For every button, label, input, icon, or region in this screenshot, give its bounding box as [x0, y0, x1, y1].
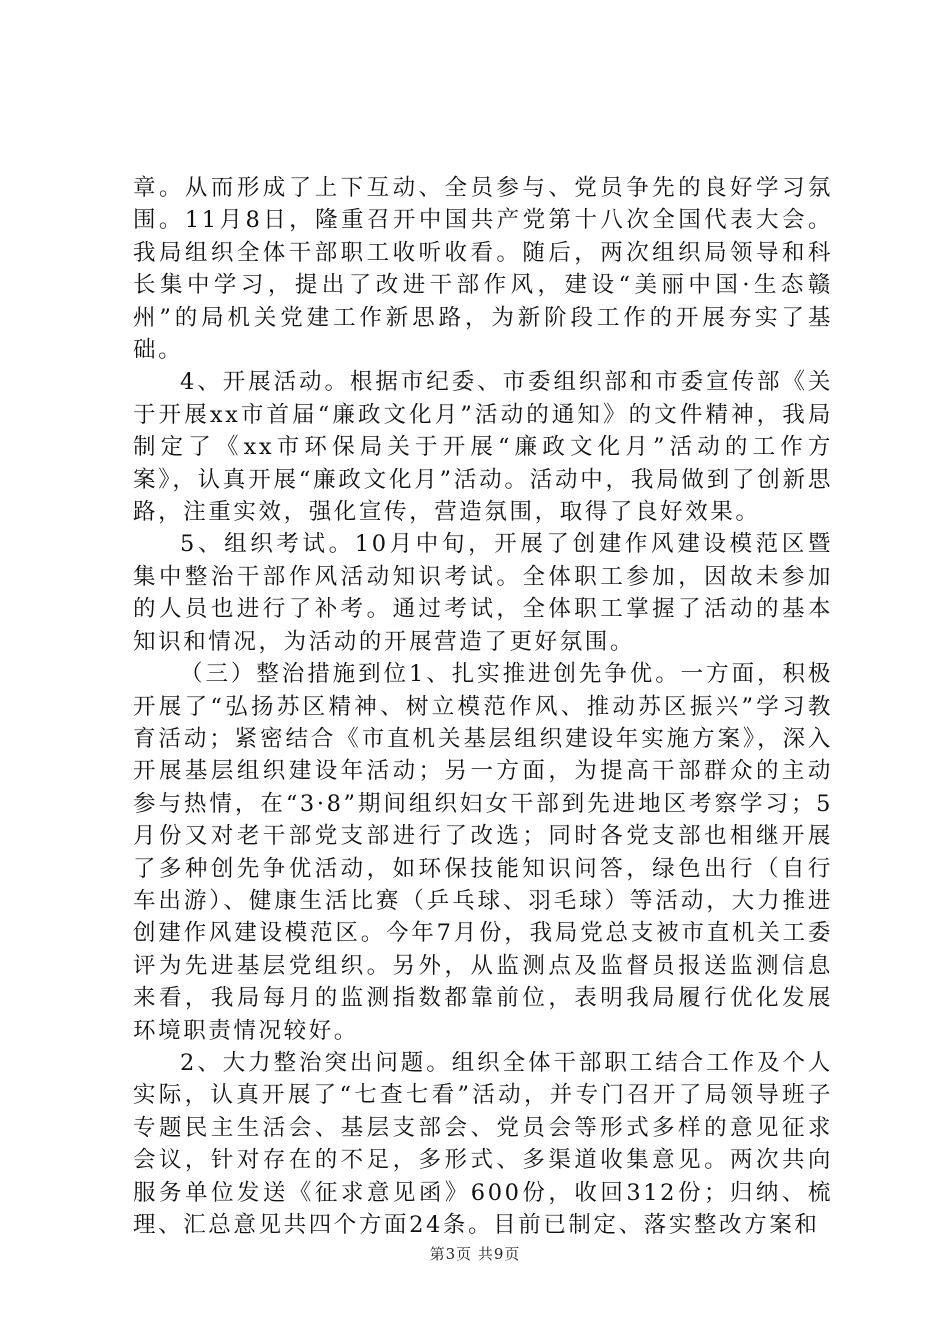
paragraph-measures: （三）整治措施到位1、扎实推进创先争优。一方面，积极开展了“弘扬苏区精神、树立模范作风、推动苏区振兴”学习教育活动；紧密结合《市直机关基层组织建设年实施方案》，深入开展基层组织建设年活动；另一方面，为提高干部群众的主动参与热情，在“3·8”期间组织妇女干部到先进地区考察学习；5月份又对老干部党支部进行了改选；同时各党支部也相继开展了多种创先争优活动，如环保技能知识问答，绿色出行（自行车出游）、健康生活比赛（乒乓球、羽毛球）等活动，大力推进创建作风建设模范区。今年7月份，我局党总支被市直机关工委评为先进基层党组织。另外，从监测点及监督员报送监测信息来看，我局每月的监测指数都靠前位，表明我局履行优化发展环境职责情况较好。 [133, 661, 833, 1044]
document-body [133, 172, 833, 1241]
paragraph-continuation: 章。从而形成了上下互动、全员参与、党员争先的良好学习氛围。11月8日，隆重召开中国共产党第十八次全国代表大会。我局组织全体干部职工收听收看。随后，两次组织局领导和科长集中学习，提出了改进干部作风，建设“美丽中国·生态赣州”的局机关党建工作新思路，为新阶段工作的开展夯实了基础。 [133, 175, 833, 364]
paragraph-activities: 4、开展活动。根据市纪委、市委组织部和市委宣传部《关于开展xx市首届“廉政文化月”活动的通知》的文件精神，我局制定了《xx市环保局关于开展“廉政文化月”活动的工作方案》，认真开展“廉政文化月”活动。活动中，我局做到了创新思路，注重实效，强化宣传，营造氛围，取得了良好效果。 [133, 369, 833, 526]
page-footer: 第3页 共9页 [429, 1245, 521, 1263]
paragraph-exam: 5、组织考试。10月中旬，开展了创建作风建设模范区暨集中整治干部作风活动知识考试。全体职工参加，因故未参加的人员也进行了补考。通过考试，全体职工掌握了活动的基本知识和情况，为活动的开展营造了更好氛围。 [133, 531, 833, 655]
paragraph-rectification: 2、大力整治突出问题。组织全体干部职工结合工作及个人实际，认真开展了“七查七看”活动，并专门召开了局领导班子专题民主生活会、基层支部会、党员会等形式多样的意见征求会议，针对存在的不足，多形式、多渠道收集意见。两次共向服务单位发送《征求意见函》600份，收回312份；归纳、梳理、汇总意见共四个方面24条。目前已制定、落实整改方案和 [133, 1049, 833, 1238]
